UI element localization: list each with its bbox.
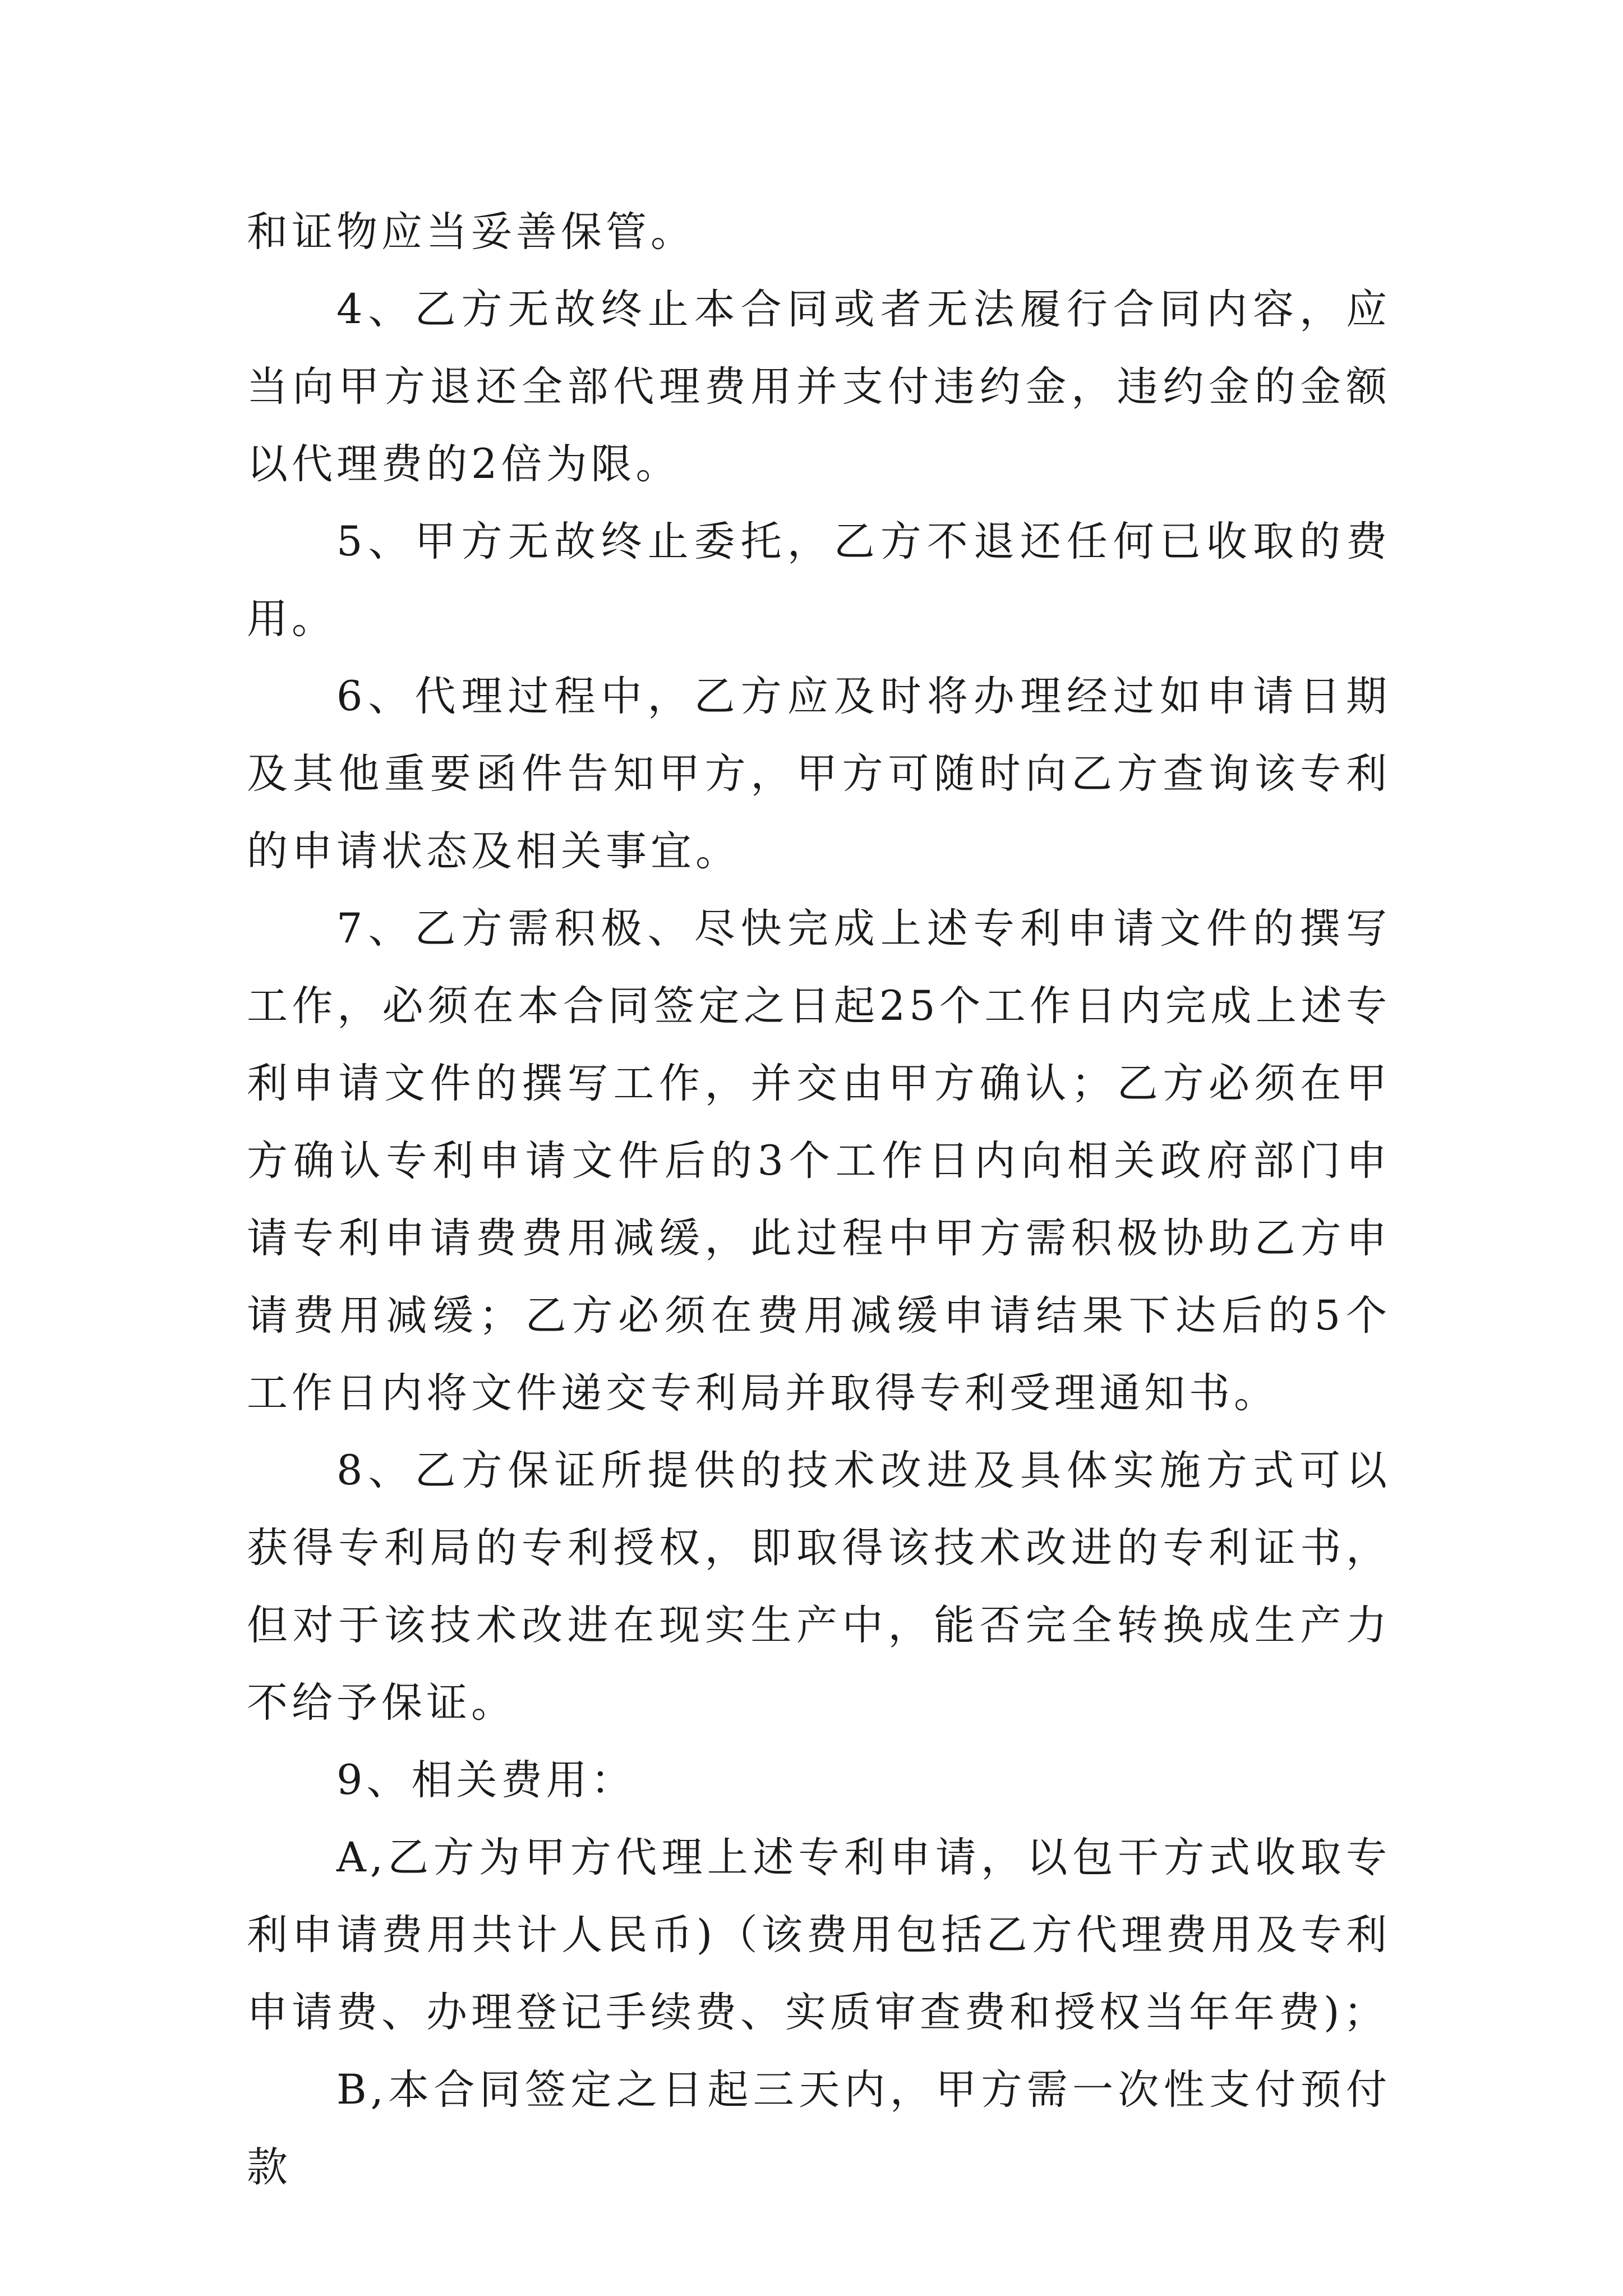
- paragraph-clause-5: 5、甲方无故终止委托，乙方不退还任何已收取的费用。: [247, 518, 1391, 643]
- paragraph-clause-8: 8、乙方保证所提供的技术改进及具体实施方式可以获得专利局的专利授权，即取得该技术改进的专利证书，但对于该技术改进在现实生产中，能否完全转换成生产力不给予保证。: [247, 1447, 1391, 1727]
- paragraph-evidence-custody: 和证物应当妥善保管。: [247, 208, 695, 256]
- paragraph-clause-9a: A,乙方为甲方代理上述专利申请，以包干方式收取专利申请费用共计人民币)（该费用包括乙方代理费用及专利申请费、办理登记手续费、实质审查费和授权当年年费)；: [247, 1834, 1391, 2036]
- paragraph-clause-9-heading: 9、相关费用：: [336, 1756, 636, 1804]
- paragraph-clause-9b: B,本合同签定之日起三天内，甲方需一次性支付预付款: [247, 2066, 1391, 2191]
- paragraph-clause-7: 7、乙方需积极、尽快完成上述专利申请文件的撰写工作，必须在本合同签定之日起25个工作日内完成上述专利申请文件的撰写工作，并交由甲方确认；乙方必须在甲方确认专利申请文件后的3个工作日内向相关政府部门申请专利申请费费用减缓，此过程中甲方需积极协助乙方申请费用减缓；乙方必须在费用减缓申请结果下达后的5个工作日内将文件递交专利局并取得专利受理通知书。: [247, 905, 1391, 1417]
- paragraph-clause-6: 6、代理过程中，乙方应及时将办理经过如申请日期及其他重要函件告知甲方，甲方可随时向乙方查询该专利的申请状态及相关事宜。: [247, 673, 1391, 875]
- contract-body-text: [247, 194, 1391, 2206]
- paragraph-clause-4: 4、乙方无故终止本合同或者无法履行合同内容，应当向甲方退还全部代理费用并支付违约金，违约金的金额以代理费的2倍为限。: [247, 286, 1391, 488]
